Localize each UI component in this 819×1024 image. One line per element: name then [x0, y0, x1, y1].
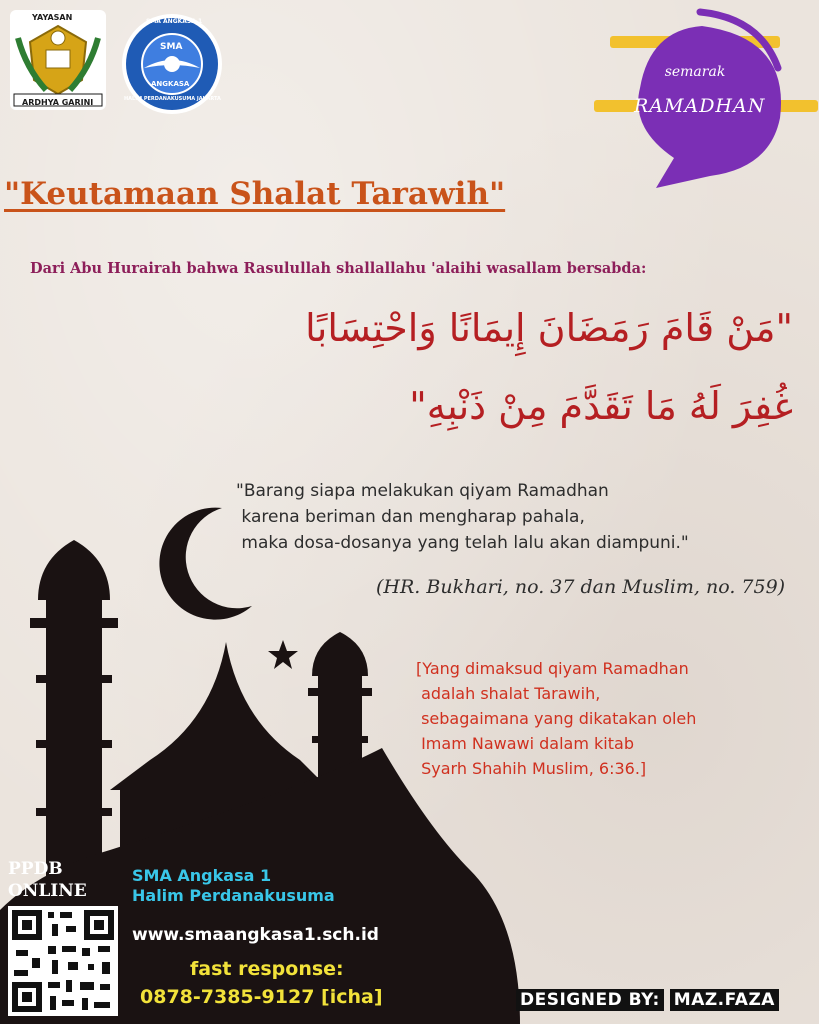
- hadith-translation: "Barang siapa melakukan qiyam Ramadhan karena beriman dan mengharap pahala, maka dosa-dosanya yang telah lalu akan diampuni.": [236, 481, 689, 553]
- designer-name: MAZ.FAZA: [670, 989, 779, 1011]
- contact-phone: 0878-7385-9127 [icha]: [140, 986, 383, 1008]
- designed-by-label: DESIGNED BY:: [516, 989, 664, 1011]
- qr-code: [8, 906, 118, 1016]
- badge-main-text: RAMADHAN: [634, 95, 766, 117]
- sma-logo-center-text: SMA: [160, 42, 183, 52]
- explanation-note: [Yang dimaksud qiyam Ramadhan adalah shalat Tarawih, sebagaimana yang dikatakan oleh Imam Nawawi dalam kitab Syarh Shahih Muslim, 6:36.]: [416, 659, 697, 778]
- sma-logo-bottom-text: HALIM PERDANAKUSUMA JAKARTA: [124, 96, 221, 102]
- yayasan-ardhya-garini-logo: [8, 8, 108, 112]
- hadith-source: (HR. Bukhari, no. 37 dan Muslim, no. 759): [376, 576, 786, 598]
- page-title: "Keutamaan Shalat Tarawih": [4, 176, 506, 212]
- arabic-hadith-line-1: "مَنْ قَامَ رَمَضَانَ إِيمَانًا وَاحْتِسَابًا: [305, 306, 793, 350]
- hadith-intro: Dari Abu Hurairah bahwa Rasulullah shallallahu 'alaihi wasallam bersabda:: [30, 260, 647, 277]
- yayasan-logo-bottom-text: ARDHYA GARINI: [22, 98, 94, 107]
- sma-logo-top-text: SMA ANGKASA 1: [146, 18, 203, 25]
- badge-top-text: semarak: [664, 64, 726, 80]
- arabic-hadith-line-2: غُفِرَ لَهُ مَا تَقَدَّمَ مِنْ ذَنْبِهِ": [409, 384, 793, 428]
- sma-logo-sub-text: ANGKASA: [151, 80, 190, 88]
- yayasan-logo-top-text: YAYASAN: [32, 13, 73, 22]
- designer-credit: [516, 990, 785, 1010]
- school-website: www.smaangkasa1.sch.id: [132, 925, 379, 945]
- ppdb-online-label: PPDB ONLINE: [8, 859, 87, 901]
- fast-response-label: fast response:: [190, 958, 344, 980]
- star-icon: [268, 640, 298, 669]
- school-name: SMA Angkasa 1 Halim Perdanakusuma: [132, 866, 335, 905]
- crescent-moon-icon: [159, 508, 252, 620]
